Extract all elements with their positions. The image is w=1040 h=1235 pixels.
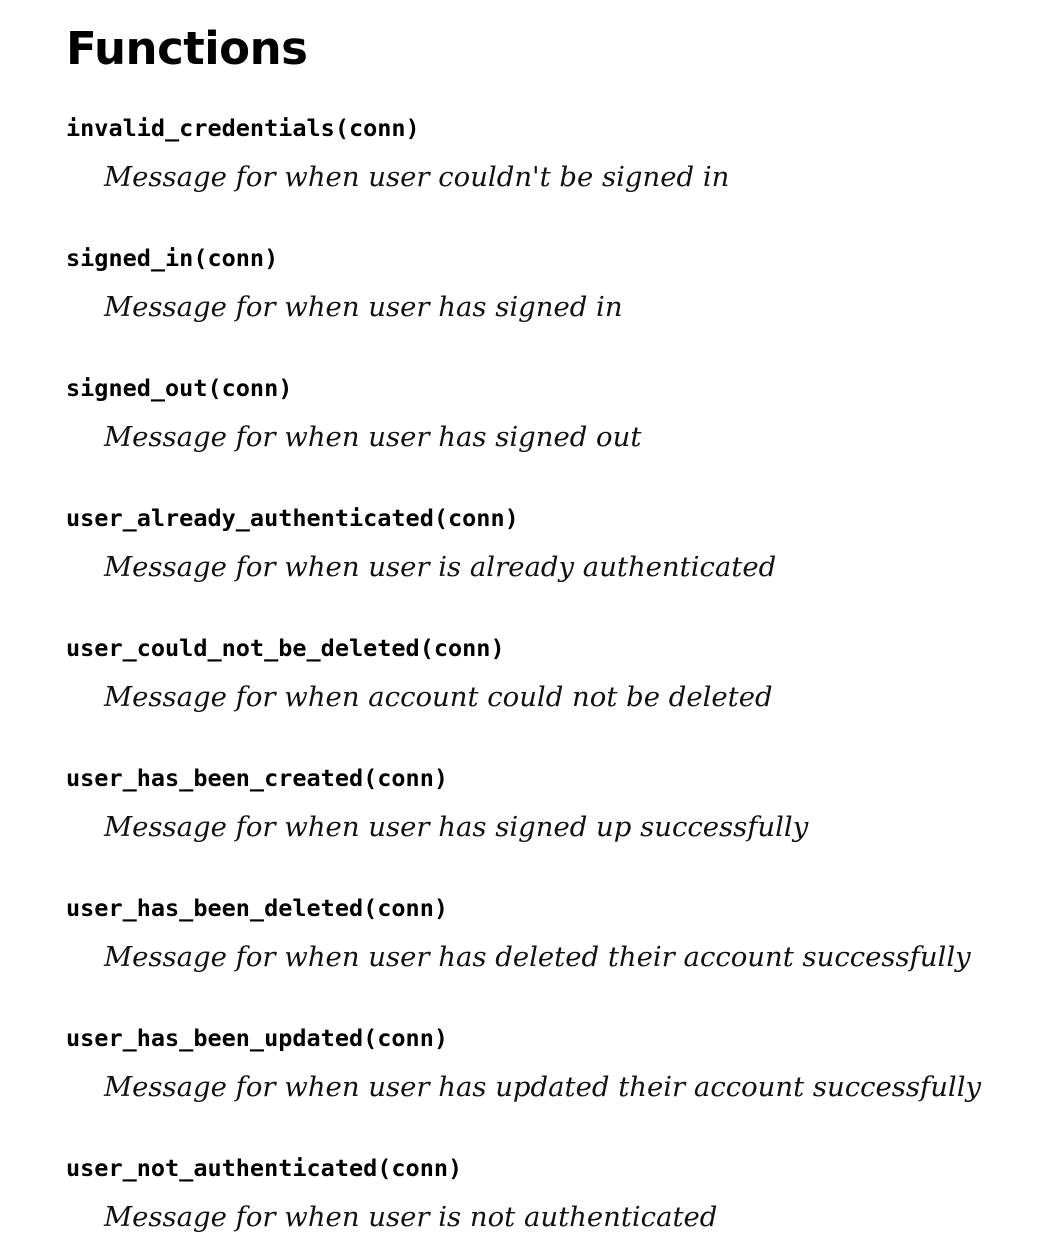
function-summary: Message for when user has signed out	[104, 421, 642, 453]
function-signature[interactable]: user_has_been_deleted(conn)	[66, 894, 449, 922]
function-summary: Message for when user has signed in	[104, 291, 623, 323]
function-summary: Message for when user is not authenticated	[104, 1201, 718, 1233]
function-signature[interactable]: user_could_not_be_deleted(conn)	[66, 634, 505, 662]
functions-list	[66, 113, 1040, 1235]
function-summary: Message for when user is already authenticated	[104, 551, 777, 583]
function-signature[interactable]: signed_out(conn)	[66, 374, 293, 402]
page-title: Functions	[66, 22, 308, 75]
function-entry[interactable]	[66, 1153, 1040, 1235]
function-summary: Message for when user couldn't be signed in	[104, 161, 730, 193]
function-summary: Message for when user has signed up successfully	[104, 811, 809, 843]
function-signature[interactable]: user_has_been_updated(conn)	[66, 1024, 449, 1052]
function-signature[interactable]: user_not_authenticated(conn)	[66, 1154, 463, 1182]
function-entry[interactable]	[66, 113, 1040, 195]
function-entry[interactable]	[66, 373, 1040, 455]
content-column	[66, 0, 1040, 1235]
function-summary: Message for when user has deleted their account successfully	[104, 941, 971, 973]
function-signature[interactable]: signed_in(conn)	[66, 244, 279, 272]
function-signature[interactable]: user_already_authenticated(conn)	[66, 504, 519, 532]
function-summary: Message for when account could not be deleted	[104, 681, 773, 713]
function-entry[interactable]	[66, 763, 1040, 845]
function-signature[interactable]: user_has_been_created(conn)	[66, 764, 449, 792]
function-entry[interactable]	[66, 243, 1040, 325]
function-signature[interactable]: invalid_credentials(conn)	[66, 114, 420, 142]
function-entry[interactable]	[66, 893, 1040, 975]
function-entry[interactable]	[66, 633, 1040, 715]
function-entry[interactable]	[66, 503, 1040, 585]
function-summary: Message for when user has updated their account successfully	[104, 1071, 982, 1103]
function-entry[interactable]	[66, 1023, 1040, 1105]
